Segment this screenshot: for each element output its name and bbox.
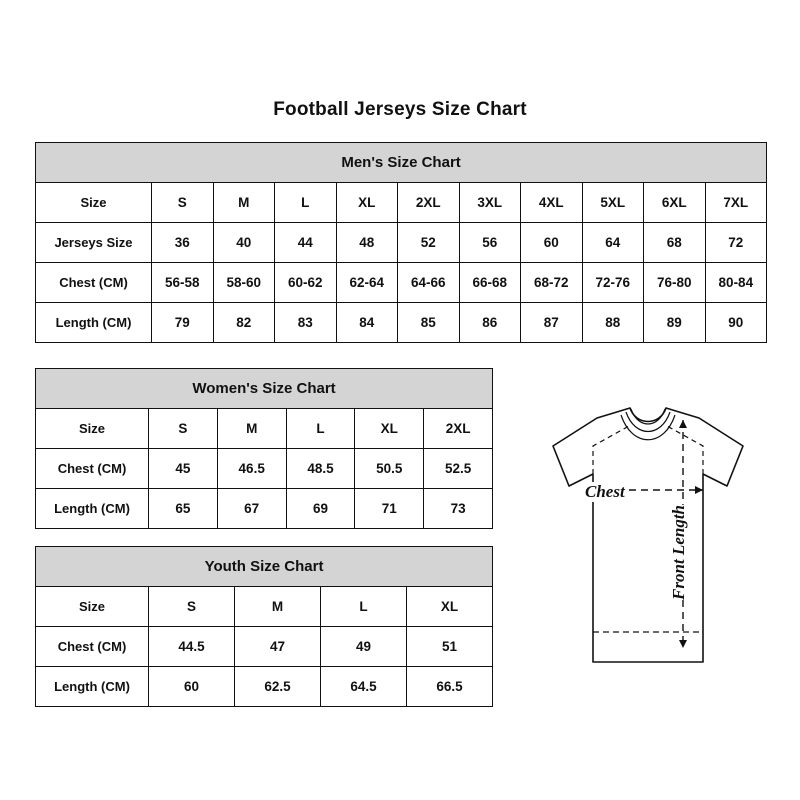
table-row (36, 143, 767, 183)
table-cell: 87 (521, 303, 583, 343)
mens-size-table (35, 142, 767, 343)
table-cell: M (235, 587, 321, 627)
table-cell: 67 (217, 489, 286, 529)
table-cell: 40 (213, 223, 275, 263)
table-cell: 60 (521, 223, 583, 263)
table-cell: 3XL (459, 183, 521, 223)
table-cell: 56 (459, 223, 521, 263)
table-cell: 83 (275, 303, 337, 343)
table-cell: 4XL (521, 183, 583, 223)
table-cell: L (321, 587, 407, 627)
womens-size-table (35, 368, 493, 529)
table-row (36, 303, 767, 343)
table-cell: 72 (705, 223, 767, 263)
table-cell: 49 (321, 627, 407, 667)
row-label: Chest (CM) (36, 627, 149, 667)
table-cell: 60 (149, 667, 235, 707)
table-cell: 60-62 (275, 263, 337, 303)
table-cell: XL (336, 183, 398, 223)
table-row (36, 667, 493, 707)
table-cell: 52.5 (424, 449, 493, 489)
table-cell: 6XL (644, 183, 706, 223)
table-cell: 64.5 (321, 667, 407, 707)
table-cell: 66-68 (459, 263, 521, 303)
table-row (36, 489, 493, 529)
table-row (36, 263, 767, 303)
table-cell: 68-72 (521, 263, 583, 303)
row-label: Size (36, 409, 149, 449)
table-cell: 56-58 (152, 263, 214, 303)
table-row (36, 627, 493, 667)
row-label: Length (CM) (36, 489, 149, 529)
table-cell: 5XL (582, 183, 644, 223)
table-cell: 45 (149, 449, 218, 489)
table-cell: 76-80 (644, 263, 706, 303)
row-label: Length (CM) (36, 667, 149, 707)
table-cell: 44.5 (149, 627, 235, 667)
table-cell: 80-84 (705, 263, 767, 303)
table-cell: S (152, 183, 214, 223)
table-cell: 64-66 (398, 263, 460, 303)
row-label: Jerseys Size (36, 223, 152, 263)
mens-table-header: Men's Size Chart (36, 143, 767, 183)
table-cell: 2XL (424, 409, 493, 449)
table-cell: 68 (644, 223, 706, 263)
row-label: Size (36, 587, 149, 627)
chest-measure-label: Chest (585, 482, 625, 501)
table-cell: M (217, 409, 286, 449)
womens-table-header: Women's Size Chart (36, 369, 493, 409)
table-row (36, 449, 493, 489)
table-cell: 46.5 (217, 449, 286, 489)
table-cell: 86 (459, 303, 521, 343)
table-cell: L (275, 183, 337, 223)
table-row (36, 369, 493, 409)
table-cell: 64 (582, 223, 644, 263)
front-length-measure-label: Front Length (669, 505, 688, 600)
table-cell: 84 (336, 303, 398, 343)
table-cell: 65 (149, 489, 218, 529)
table-cell: M (213, 183, 275, 223)
table-cell: 62-64 (336, 263, 398, 303)
table-cell: XL (355, 409, 424, 449)
mens-size-chart (35, 142, 767, 343)
table-cell: 79 (152, 303, 214, 343)
table-cell: XL (407, 587, 493, 627)
youth-table-header: Youth Size Chart (36, 547, 493, 587)
table-row (36, 409, 493, 449)
jersey-outline-icon (505, 400, 780, 690)
row-label: Chest (CM) (36, 263, 152, 303)
table-cell: 7XL (705, 183, 767, 223)
table-cell: 58-60 (213, 263, 275, 303)
table-cell: 82 (213, 303, 275, 343)
table-cell: 50.5 (355, 449, 424, 489)
table-cell: 52 (398, 223, 460, 263)
youth-size-table (35, 546, 493, 707)
table-cell: 51 (407, 627, 493, 667)
womens-size-chart (35, 368, 493, 529)
youth-size-chart (35, 546, 493, 707)
table-cell: 72-76 (582, 263, 644, 303)
table-cell: 62.5 (235, 667, 321, 707)
table-cell: 89 (644, 303, 706, 343)
table-cell: S (149, 409, 218, 449)
table-cell: 90 (705, 303, 767, 343)
table-cell: 66.5 (407, 667, 493, 707)
table-row (36, 223, 767, 263)
table-cell: 88 (582, 303, 644, 343)
table-cell: 73 (424, 489, 493, 529)
table-cell: 85 (398, 303, 460, 343)
jersey-diagram (505, 400, 780, 690)
page-title: Football Jerseys Size Chart (273, 99, 527, 120)
table-row (36, 587, 493, 627)
table-cell: 47 (235, 627, 321, 667)
table-cell: 44 (275, 223, 337, 263)
table-cell: 48 (336, 223, 398, 263)
row-label: Chest (CM) (36, 449, 149, 489)
table-cell: 2XL (398, 183, 460, 223)
table-cell: 69 (286, 489, 355, 529)
table-cell: L (286, 409, 355, 449)
row-label: Length (CM) (36, 303, 152, 343)
table-cell: 36 (152, 223, 214, 263)
table-cell: 48.5 (286, 449, 355, 489)
table-cell: S (149, 587, 235, 627)
row-label: Size (36, 183, 152, 223)
table-cell: 71 (355, 489, 424, 529)
table-row (36, 183, 767, 223)
table-row (36, 547, 493, 587)
